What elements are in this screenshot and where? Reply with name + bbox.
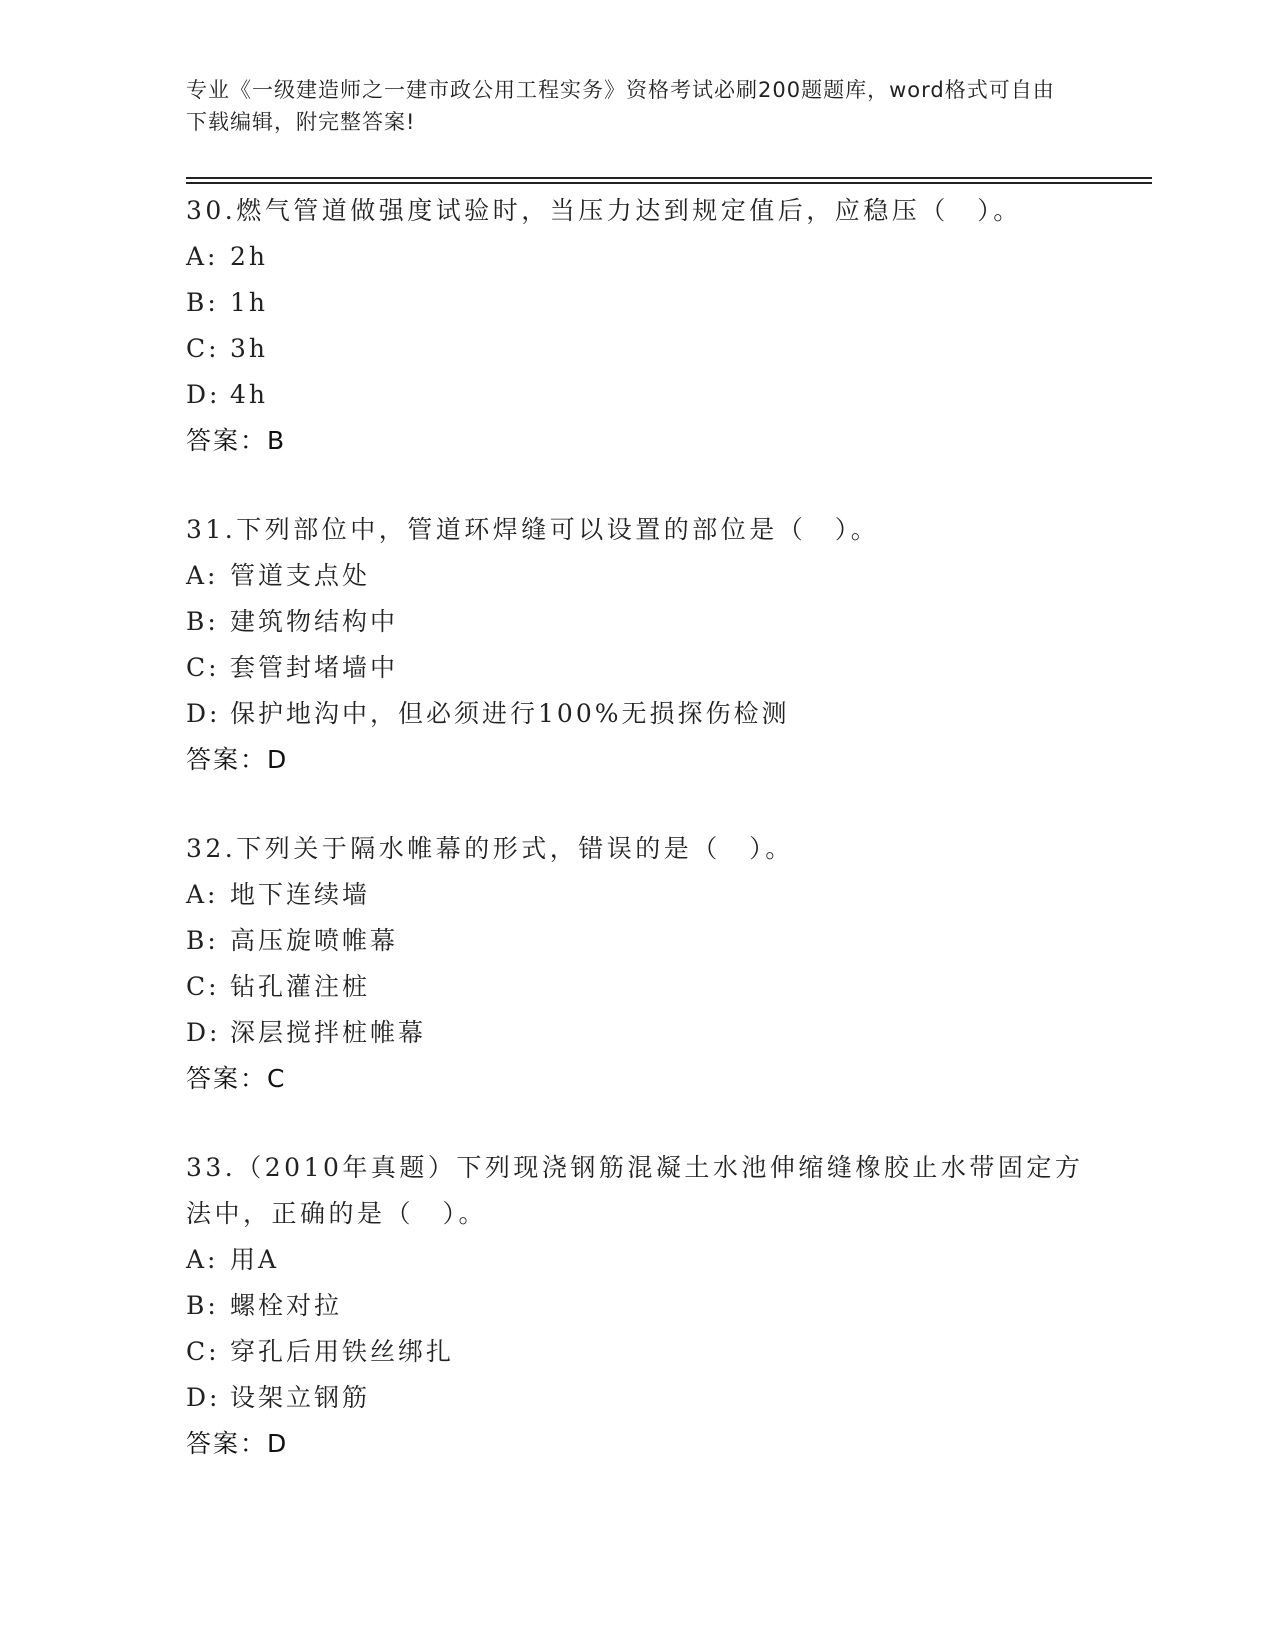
option-a — [186, 1237, 1086, 1283]
option-key: C: — [186, 972, 220, 1001]
option-text: 穿孔后用铁丝绑扎 — [230, 1337, 455, 1366]
option-key: B: — [186, 607, 219, 636]
option-key: D: — [186, 699, 221, 728]
option-text: 保护地沟中，但必须进行100%无损探伤检测 — [230, 699, 790, 728]
question-item — [186, 507, 1086, 783]
option-text: 2h — [230, 242, 269, 271]
option-text: 钻孔灌注桩 — [230, 972, 371, 1001]
header-rule-bottom — [186, 182, 1152, 184]
answer-line: 答案：D — [186, 1429, 289, 1458]
option-text: 1h — [230, 288, 269, 317]
option-a — [186, 553, 1086, 599]
option-key: A: — [186, 561, 219, 590]
option-b — [186, 918, 1086, 964]
option-key: A: — [186, 880, 219, 909]
option-c — [186, 1329, 1086, 1375]
option-c — [186, 964, 1086, 1010]
document-header: 专业《一级建造师之一建市政公用工程实务》资格考试必刷200题题库，word格式可自由下载编辑，附完整答案! — [186, 78, 1055, 134]
option-text: 地下连续墙 — [230, 880, 371, 909]
option-text: 套管封堵墙中 — [230, 653, 399, 682]
option-text: 建筑物结构中 — [230, 607, 399, 636]
option-key: C: — [186, 653, 220, 682]
option-c — [186, 645, 1086, 691]
option-key: C: — [186, 1337, 220, 1366]
option-key: A: — [186, 1245, 219, 1274]
option-key: C: — [186, 334, 220, 363]
option-key: A: — [186, 242, 219, 271]
option-text: 高压旋喷帷幕 — [230, 926, 399, 955]
option-a — [186, 234, 1086, 280]
option-b — [186, 599, 1086, 645]
answer-line: 答案：B — [186, 426, 287, 455]
option-text: 管道支点处 — [230, 561, 371, 590]
option-key: B: — [186, 288, 219, 317]
question-stem: 33.（2010年真题）下列现浇钢筋混凝土水池伸缩缝橡胶止水带固定方法中，正确的是（ ）。 — [186, 1153, 1084, 1228]
option-key: B: — [186, 1291, 219, 1320]
answer-line: 答案：D — [186, 745, 289, 774]
question-stem: 30.燃气管道做强度试验时，当压力达到规定值后，应稳压（ ）。 — [186, 196, 1022, 225]
question-stem: 31.下列部位中，管道环焊缝可以设置的部位是（ ）。 — [186, 515, 880, 544]
option-key: D: — [186, 380, 221, 409]
question-item — [186, 188, 1086, 464]
option-b — [186, 1283, 1086, 1329]
option-text: 3h — [230, 334, 269, 363]
option-d — [186, 1375, 1086, 1421]
option-d — [186, 1010, 1086, 1056]
option-text: 用A — [230, 1245, 280, 1274]
option-text: 螺栓对拉 — [230, 1291, 343, 1320]
option-text: 4h — [230, 380, 269, 409]
option-key: D: — [186, 1383, 221, 1412]
question-list — [186, 188, 1086, 1510]
question-stem: 32.下列关于隔水帷幕的形式，错误的是（ ）。 — [186, 834, 794, 863]
option-text: 深层搅拌桩帷幕 — [230, 1018, 427, 1047]
question-item — [186, 1145, 1086, 1467]
option-key: B: — [186, 926, 219, 955]
option-c — [186, 326, 1086, 372]
option-d — [186, 691, 1086, 737]
option-d — [186, 372, 1086, 418]
option-text: 设架立钢筋 — [230, 1383, 371, 1412]
answer-line: 答案：C — [186, 1064, 287, 1093]
header-rule-top — [186, 177, 1152, 179]
option-a — [186, 872, 1086, 918]
option-key: D: — [186, 1018, 221, 1047]
question-item — [186, 826, 1086, 1102]
option-b — [186, 280, 1086, 326]
